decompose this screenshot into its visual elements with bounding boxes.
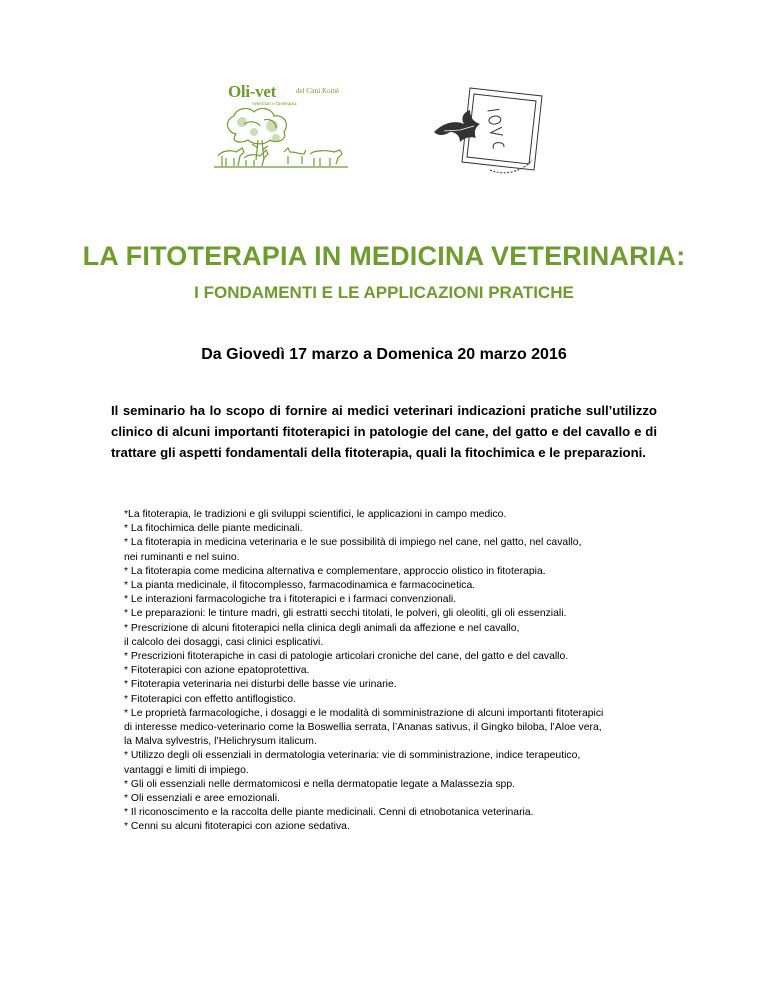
list-item: * Le preparazioni: le tinture madri, gli estratti secchi titolati, le polveri, gli oleoliti, gli oli essenziali.: [124, 608, 567, 620]
olivet-brand-name: Oli-vet: [228, 82, 276, 101]
leaf-emblem-icon: [430, 78, 550, 188]
list-item: * Utilizzo degli oli essenziali in dermatologia veterinaria: vie di somministrazione, indice terapeutico,: [124, 750, 581, 762]
list-item: * Prescrizioni fitoterapiche in casi di patologie articolari croniche del cane, del gatto e del cavallo.: [124, 651, 569, 663]
list-item: nei ruminanti e nel suino.: [124, 551, 240, 563]
page-subtitle: I FONDAMENTI E LE APPLICAZIONI PRATICHE: [194, 283, 574, 302]
olivet-brand-tag: veterinari e fitoterapia: [252, 102, 297, 107]
list-item: di interesse medico-veterinario come la Boswellia serrata, l’Ananas sativus, il Gingko biloba, l’Aloe vera,: [124, 722, 602, 734]
topics-list: [124, 508, 684, 835]
list-item: * Fitoterapici con azione epatoprotettiva.: [124, 665, 310, 677]
olivet-brand-sub: del Cimi Koinè: [296, 87, 340, 95]
list-item: *La fitoterapia, le tradizioni e gli sviluppi scientifici, le applicazioni in campo medico.: [124, 509, 507, 520]
list-item: * La fitoterapia come medicina alternativa e complementare, approccio olistico in fitoterapia.: [124, 565, 546, 577]
list-item: * Cenni su alcuni fitoterapici con azione sedativa.: [124, 821, 350, 833]
list-item: * Fitoterapici con effetto antiflogistico.: [124, 693, 296, 705]
list-item: * Le proprietà farmacologiche, i dosaggi e le modalità di somministrazione di alcuni importanti fitoterapici: [124, 707, 604, 719]
olivet-logo: [214, 82, 354, 170]
intro-paragraph: Il seminario ha lo scopo di fornire ai medici veterinari indicazioni pratiche sull’utilizzo clinico di alcuni importanti fitoterapici in patologie del cane, del gatto e del cavallo e di trattare gli aspetti fondamentali della fitoterapia, quali la fitochimica e le preparazioni.: [111, 403, 657, 460]
list-item: * La fitoterapia in medicina veterinaria e le sue possibilità di impiego nel cane, nel gatto, nel cavallo,: [124, 537, 582, 549]
list-item: * Il riconoscimento e la raccolta delle piante medicinali. Cenni di etnobotanica veterinaria.: [124, 807, 534, 819]
list-item: * Le interazioni farmacologiche tra i fitoterapici e i farmaci convenzionali.: [124, 594, 457, 606]
list-item: * Oli essenziali e aree emozionali.: [124, 793, 280, 805]
iovc-logo: [430, 78, 550, 188]
list-item: * La fitochimica delle piante medicinali.: [124, 523, 303, 535]
list-item: * La pianta medicinale, il fitocomplesso, farmacodinamica e farmacocinetica.: [124, 580, 476, 592]
list-item: * Prescrizione di alcuni fitoterapici nella clinica degli animali da affezione e nel cavallo,: [124, 622, 520, 634]
page-title: LA FITOTERAPIA IN MEDICINA VETERINARIA:: [82, 241, 686, 271]
list-item: * Gli oli essenziali nelle dermatomicosi e nella dermatopatie legate a Malassezia spp.: [124, 778, 516, 790]
list-item: vantaggi e limiti di impiego.: [124, 764, 249, 776]
list-item: la Malva sylvestris, l’Helichrysum italicum.: [124, 736, 317, 748]
list-item: il calcolo dei dosaggi, casi clinici esplicativi.: [124, 636, 324, 648]
list-item: * Fitoterapia veterinaria nei disturbi delle basse vie urinarie.: [124, 679, 397, 691]
tree-animals-icon: [214, 104, 354, 170]
event-dates: Da Giovedì 17 marzo a Domenica 20 marzo 2016: [201, 346, 567, 363]
